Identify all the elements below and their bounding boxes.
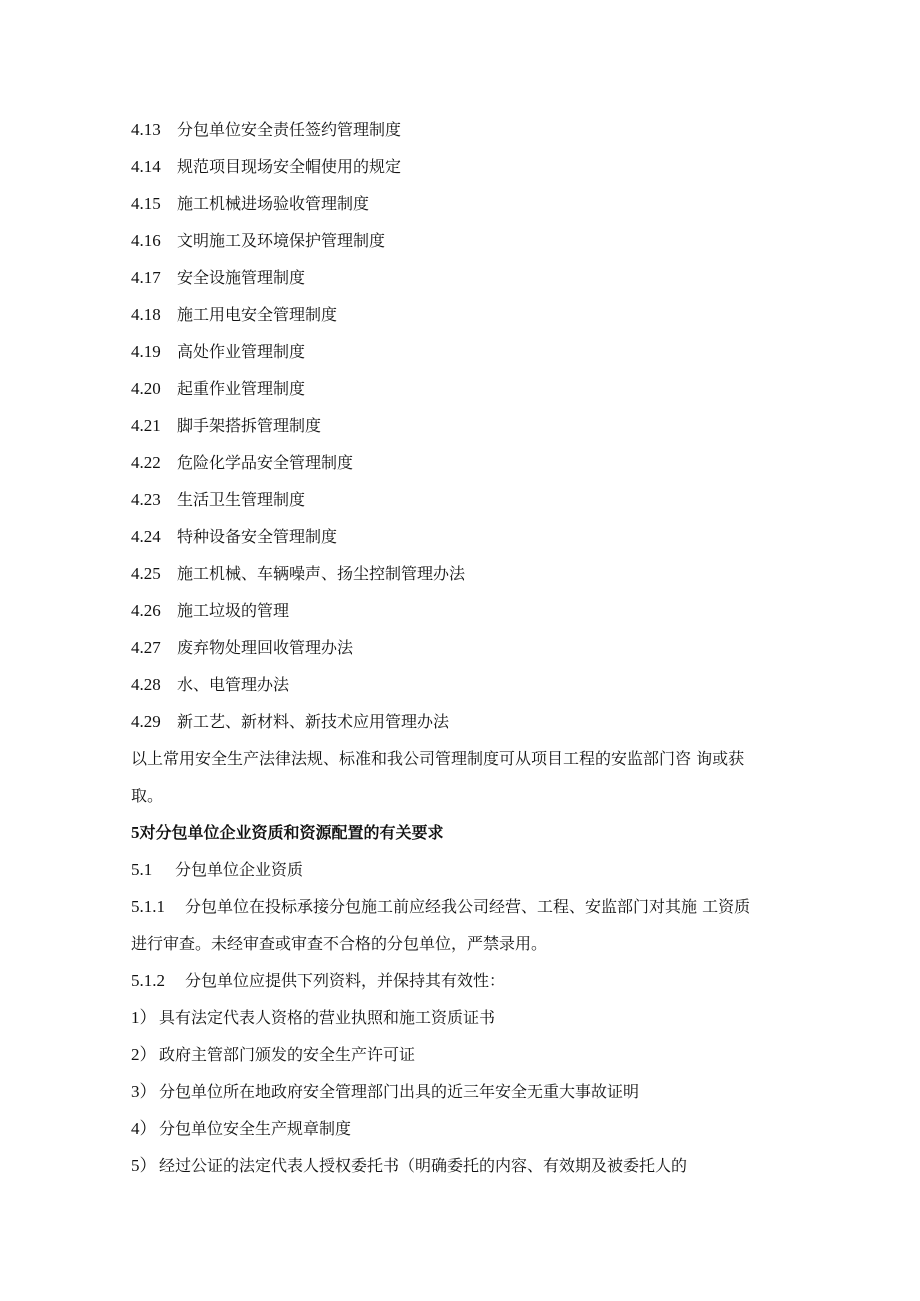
item-number: 4.26: [131, 601, 161, 620]
item-number: 4.19: [131, 342, 161, 361]
clause-text-line-1: 分包单位在投标承接分包施工前应经我公司经营、工程、安监部门对其施 工资质: [185, 897, 751, 916]
item-number: 4.24: [131, 527, 161, 546]
doc-item-4: [131, 1119, 351, 1139]
list-item-4-19: [131, 342, 305, 362]
item-number: 4.22: [131, 453, 161, 472]
item-text: 废弃物处理回收管理办法: [177, 638, 354, 657]
list-item-4-16: [131, 231, 385, 251]
doc-item-text: 具有法定代表人资格的营业执照和施工资质证书: [159, 1008, 496, 1027]
clause-5-1-1: [131, 897, 750, 917]
item-number: 4.21: [131, 416, 161, 435]
item-number: 4.23: [131, 490, 161, 509]
item-text: 文明施工及环境保护管理制度: [177, 231, 386, 250]
doc-item-number: 1）: [131, 1008, 157, 1027]
doc-item-1: [131, 1008, 495, 1028]
list-item-4-28: [131, 675, 289, 695]
item-text: 施工机械进场验收管理制度: [177, 194, 370, 213]
clause-5-1-1-line-2: 进行审查。未经审查或审查不合格的分包单位，严禁录用。: [131, 934, 548, 953]
item-text: 起重作业管理制度: [177, 379, 306, 398]
doc-item-text: 分包单位所在地政府安全管理部门出具的近三年安全无重大事故证明: [159, 1082, 640, 1101]
item-number: 4.13: [131, 120, 161, 139]
item-text: 安全设施管理制度: [177, 268, 306, 287]
item-number: 4.20: [131, 379, 161, 398]
list-item-4-13: [131, 120, 401, 140]
item-number: 4.15: [131, 194, 161, 213]
list-item-4-27: [131, 638, 353, 658]
list-item-4-25: [131, 564, 465, 584]
doc-item-number: 3）: [131, 1082, 157, 1101]
item-text: 脚手架搭拆管理制度: [177, 416, 322, 435]
doc-item-3: [131, 1082, 639, 1102]
list-item-4-14: [131, 157, 401, 177]
subsection-title: 分包单位企业资质: [175, 860, 304, 879]
doc-item-5: [131, 1156, 687, 1176]
summary-paragraph-line-1: 以上常用安全生产法律法规、标准和我公司管理制度可从项目工程的安监部门咨 询或获: [131, 749, 745, 768]
section-number: 5: [131, 823, 140, 842]
clause-number: 5.1.1: [131, 897, 165, 916]
list-item-4-23: [131, 490, 305, 510]
item-text: 分包单位安全责任签约管理制度: [177, 120, 402, 139]
item-number: 4.25: [131, 564, 161, 583]
doc-item-number: 4）: [131, 1119, 157, 1138]
list-item-4-24: [131, 527, 337, 547]
item-text: 施工垃圾的管理: [177, 601, 290, 620]
list-item-4-20: [131, 379, 305, 399]
subsection-5-1: [131, 860, 303, 880]
doc-item-text: 分包单位安全生产规章制度: [159, 1119, 352, 1138]
list-item-4-21: [131, 416, 321, 436]
item-number: 4.18: [131, 305, 161, 324]
list-item-4-29: [131, 712, 449, 732]
item-text: 新工艺、新材料、新技术应用管理办法: [177, 712, 450, 731]
doc-item-2: [131, 1045, 415, 1065]
list-item-4-26: [131, 601, 289, 621]
doc-item-number: 5）: [131, 1156, 157, 1175]
doc-item-text: 经过公证的法定代表人授权委托书（明确委托的内容、有效期及被委托人的: [159, 1156, 688, 1175]
item-text: 危险化学品安全管理制度: [177, 453, 354, 472]
item-number: 4.29: [131, 712, 161, 731]
item-number: 4.14: [131, 157, 161, 176]
doc-item-text: 政府主管部门颁发的安全生产许可证: [159, 1045, 416, 1064]
item-number: 4.28: [131, 675, 161, 694]
section-heading: [131, 823, 444, 843]
clause-5-1-2: [131, 971, 505, 991]
list-item-4-22: [131, 453, 353, 473]
item-text: 施工用电安全管理制度: [177, 305, 338, 324]
item-number: 4.17: [131, 268, 161, 287]
item-text: 水、电管理办法: [177, 675, 290, 694]
item-number: 4.27: [131, 638, 161, 657]
section-title: 对分包单位企业资质和资源配置的有关要求: [139, 823, 444, 842]
list-item-4-15: [131, 194, 369, 214]
doc-item-number: 2）: [131, 1045, 157, 1064]
list-item-4-18: [131, 305, 337, 325]
list-item-4-17: [131, 268, 305, 288]
item-text: 特种设备安全管理制度: [177, 527, 338, 546]
item-text: 高处作业管理制度: [177, 342, 306, 361]
item-text: 施工机械、车辆噪声、扬尘控制管理办法: [177, 564, 466, 583]
summary-paragraph-line-2: 取。: [131, 786, 164, 805]
subsection-number: 5.1: [131, 860, 153, 879]
item-text: 生活卫生管理制度: [177, 490, 306, 509]
item-number: 4.16: [131, 231, 161, 250]
clause-number: 5.1.2: [131, 971, 165, 990]
item-text: 规范项目现场安全帽使用的规定: [177, 157, 402, 176]
clause-text: 分包单位应提供下列资料，并保持其有效性：: [185, 971, 506, 990]
